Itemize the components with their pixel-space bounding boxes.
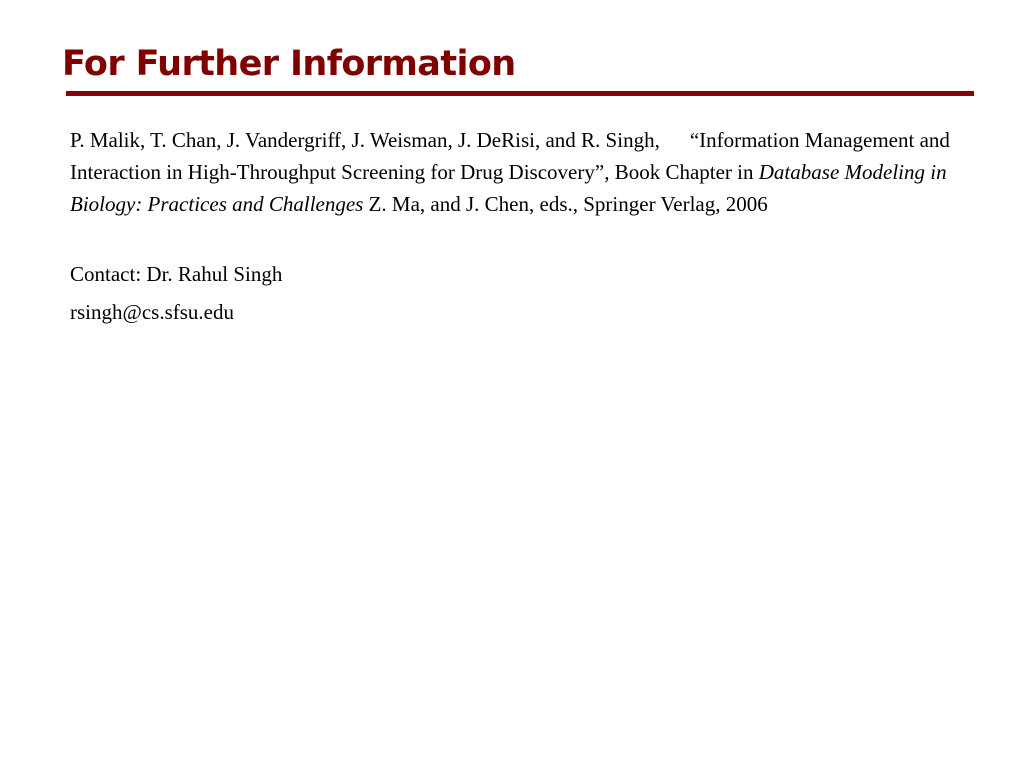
contact-line: Contact: Dr. Rahul Singh (70, 262, 283, 286)
contact-email[interactable]: rsingh@cs.sfsu.edu (70, 300, 234, 324)
citation-after-title: , Book Chapter in (604, 160, 759, 184)
citation-chapter-title: Information Management and Interaction in High-Throughput Screening for Drug Discovery (70, 128, 950, 184)
citation-editors-publisher: Z. Ma, and J. Chen, eds., Springer Verlag, 2006 (363, 192, 768, 216)
citation-book-title: Database Modeling in Biology: Practices and Challenges (70, 160, 947, 216)
title-divider (66, 91, 974, 96)
citation-open-quote: “ (689, 128, 700, 152)
citation-paragraph (70, 124, 980, 220)
slide-title: For Further Information (62, 44, 516, 84)
citation-authors: P. Malik, T. Chan, J. Vandergriff, J. Weisman, J. DeRisi, and R. Singh, (70, 128, 660, 152)
slide-body (70, 124, 980, 328)
citation-close-quote: ” (594, 160, 605, 184)
